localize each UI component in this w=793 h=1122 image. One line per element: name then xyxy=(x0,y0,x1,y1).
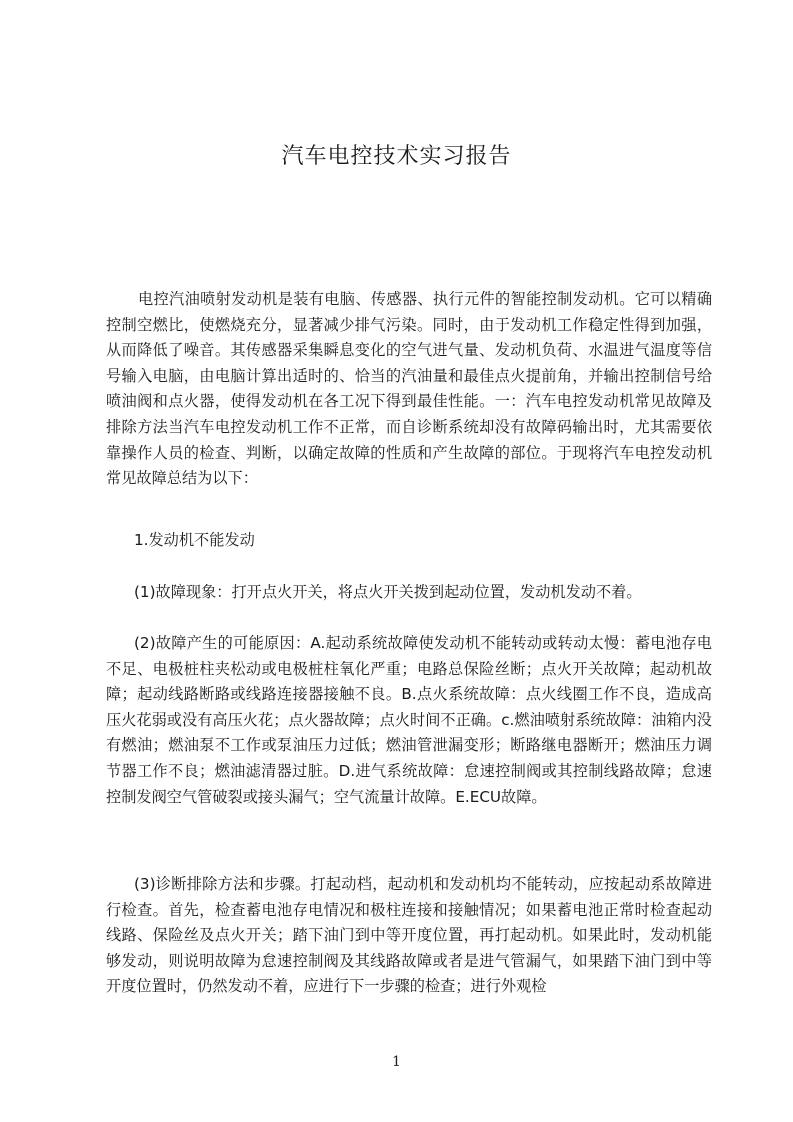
page-number: 1 xyxy=(392,1054,401,1070)
page-title: 汽车电控技术实习报告 xyxy=(281,144,512,169)
fault-causes-paragraph: (2)故障产生的可能原因：A.起动系统故障使发动机不能转动或转动太慢：蓄电池存电不足、电极桩柱夹松动或电极桩柱氧化严重；电路总保险丝断；点火开关故障；起动机故障；起动线路断路或线路连接器接触不良。B.点火系统故障：点火线圈工作不良，造成高压火花弱或没有高压火花；点火器故障；点火时间不正确。c.燃油喷射系统故障：油箱内没有燃油；燃油泵不工作或泵油压力过低；燃油管泄漏变形；断路继电器断开；燃油压力调节器工作不良；燃油滤清器过脏。D.进气系统故障：怠速控制阀或其控制线路故障；怠速控制发阀空气管破裂或接头漏气；空气流量计故障。E.ECU故障。 xyxy=(106,634,712,806)
intro-paragraph: 电控汽油喷射发动机是装有电脑、传感器、执行元件的智能控制发动机。它可以精确控制空燃比，使燃烧充分，显著减少排气污染。同时，由于发动机工作稳定性得到加强，从而降低了噪音。其传感器采集瞬息变化的空气进气量、发动机负荷、水温进气温度等信号输入电脑，由电脑计算出适时的、恰当的汽油量和最佳点火提前角，并输出控制信号给喷油阀和点火器，使得发动机在各工况下得到最佳性能。一：汽车电控发动机常见故障及排除方法当汽车电控发动机工作不正常，而自诊断系统却没有故障码输出时，尤其需要依靠操作人员的检查、判断，以确定故障的性质和产生故障的部位。于现将汽车电控发动机常见故障总结为以下： xyxy=(106,290,712,488)
section-heading-engine-no-start: 1.发动机不能发动 xyxy=(134,531,255,549)
diagnosis-steps-paragraph: (3)诊断排除方法和步骤。打起动档，起动机和发动机均不能转动，应按起动系故障进行检查。首先，检查蓄电池存电情况和极柱连接和接触情况；如果蓄电池正常时检查起动线路、保险丝及点火开关；踏下油门到中等开度位置，再打起动机。如果此时，发动机能够发动，则说明故障为怠速控制阀及其线路故障或者是进气管漏气，如果踏下油门到中等开度位置时，仍然发动不着，应进行下一步骤的检查；进行外观检 xyxy=(106,875,712,996)
fault-symptom-paragraph: (1)故障现象：打开点火开关，将点火开关拨到起动位置，发动机发动不着。 xyxy=(134,583,642,601)
